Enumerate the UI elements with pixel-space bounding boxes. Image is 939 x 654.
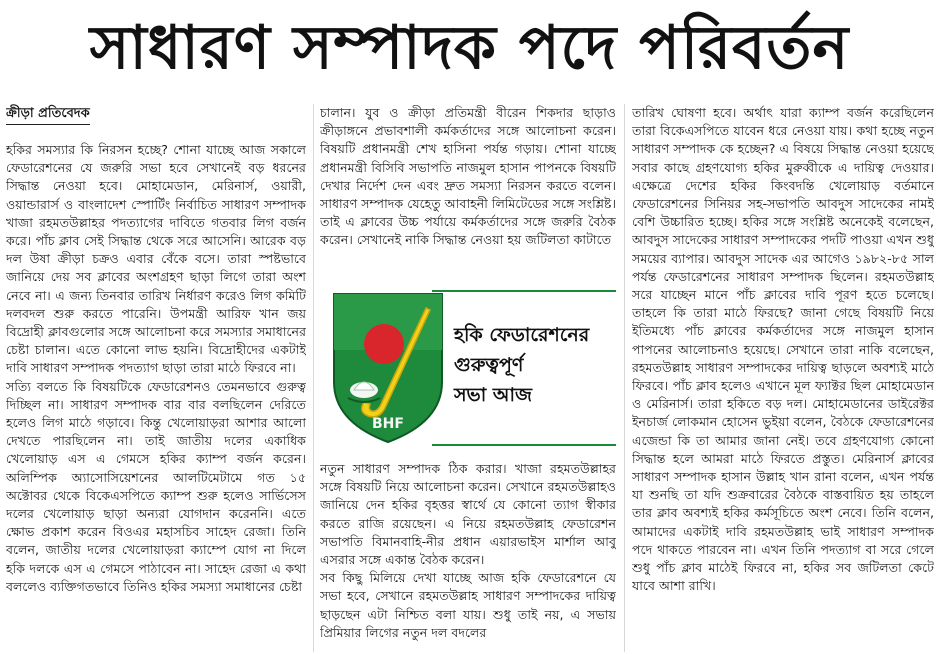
paragraph: নতুন সাধারণ সম্পাদক ঠিক করার। খাজা রহমতউল্লাহর সঙ্গে বিষয়টি নিয়ে আলোচনা করেন। সেখানে রহমতউল্লাহও জানিয়ে দেন হকির বৃহত্তর স্বার্থে যে কোনো ত্যাগ স্বীকার করতে রাজি রয়েছেন। এ নিয়ে রহমতউল্লাহ ফেডারেশন সভাপতি বিমানবাহি-নীর প্রধান এয়ারভাইস মার্শাল আবু এসরার সঙ্গে একান্ত বৈঠক করেন। [320, 461, 616, 568]
paragraph: সব কিছু মিলিয়ে দেখা যাচ্ছে আজ হকি ফেডারেশনে যে সভা হবে, সেখানে রহমতউল্লাহ সাধারণ সম্পাদকের দায়িত্ব ছাড়ছেন এটা নিশ্চিত বলা যায়। শুধু তাই নয়, এ সভায় প্রিমিয়ার লিগের নতুন দল বদলের [320, 570, 616, 640]
article-column-3 [632, 104, 934, 652]
insert-bottom-rule [432, 444, 616, 446]
insert-box [320, 290, 616, 446]
logo-text: BHF [372, 416, 404, 432]
bhf-logo-icon [330, 290, 446, 444]
callout-line: সভা আজ [454, 384, 532, 406]
callout [454, 320, 616, 410]
callout-line: হকি ফেডারেশনের [454, 324, 590, 346]
callout-line: গুরুত্বপূর্ণ [454, 354, 524, 376]
column-divider [624, 104, 625, 652]
paragraph: হকির সমস্যার কি নিরসন হচ্ছে? শোনা যাচ্ছে আজ সকালে ফেডারেশনের যে জরুরি সভা হবে সেখানেই বড় ধরনের সিদ্ধান্ত নেওয়া হবে। মোহামেডান, মেরিনার্স, ওয়ারী, ওয়ান্ডারার্স ও বাংলাদেশ স্পোর্টিং নির্বাচিত সাধারণ সম্পাদক খাজা রহমতউল্লাহর পদত্যাগের দাবিতে গতবার লিগ বর্জন করে। পাঁচ ক্লাব সেই সিদ্ধান্ত থেকে সরে আসেনি। আরেক বড় দল উষা ক্রীড়া চক্রও এবার বেঁকে বসে। তারা স্পষ্টভাবে জানিয়ে দেয় সব ক্লাবের অংশগ্রহণ ছাড়া লিগে তারা অংশ নেবে না। এ জন্য তিনবার তারিখ নির্ধারণ করেও লিগ কমিটি দলবদল শুরু করতে পারেনি। উপমন্ত্রী আরিফ খান জয় বিদ্রোহী ক্লাবগুলোর সঙ্গে আলোচনা করে সমস্যার সমাধানের চেষ্টা চালান। এতে কোনো লাভ হয়নি। বিদ্রোহীদের একটাই দাবি সাধারণ সম্পাদক পদত্যাগ ছাড়া তারা মাঠে ফিরবে না। [6, 142, 306, 376]
insert-top-rule [432, 290, 616, 292]
article-column-1 [6, 104, 306, 652]
article-column-2-top [320, 104, 616, 282]
paragraph: তারিখ ঘোষণা হবে। অর্থাৎ যারা ক্যাম্প বর্জন করেছিলেন তারা বিকেএসপিতে যাবেন ধরে নেওয়া যায়। কথা হচ্ছে নতুন সাধারণ সম্পাদক কে হচ্ছেন? এ বিষয়ে সিদ্ধান্ত নেওয়া হয়েছে সবার কাছে গ্রহণযোগ্য হকির মুরুব্বীকে এ দায়িত্ব দেওয়ার। এক্ষেত্রে দেশের হকির কিংবদন্তি খেলোয়াড় বর্তমানে ফেডারেশনের সিনিয়র সহ-সভাপতি আবদুস সাদেকের নামই বেশি উচ্চারিত হচ্ছে। হকির সঙ্গে সংশ্লিষ্ট অনেকেই বলেছেন, আবদুস সাদেকের সাধারণ সম্পাদকের পদটি পাওয়া এখন শুধু সময়ের ব্যাপার। আবদুস সাদেক এর আগেও ১৯৮২-৮৫ সাল পর্যন্ত ফেডারেশনের সাধারণ সম্পাদক ছিলেন। রহমতউল্লাহ সরে যাচ্ছেন মানে পাঁচ ক্লাবের দাবি পূরণ হতে চলেছে। তাহলে কি তারা মাঠে ফিরছে? জানা গেছে বিষয়টি নিয়ে ইতিমধ্যে পাঁচ ক্লাবের কর্মকর্তাদের সঙ্গে নাজমুল হাসান পাপনের আলোচনাও হয়েছে। সেখানে তারা নাকি বলেছেন, রহমতউল্লাহ সাধারণ সম্পাদকের দায়িত্ব ছাড়লে অবশ্যই মাঠে ফিরবে। পাঁচ ক্লাব হলেও এখানে মূল ফ্যাক্টর ছিল মোহামেডান ও মেরিনার্স। তারা হকিতে বড় দল। মোহামেডানের ডাইরেক্টর ইনচার্জ লোকমান হোসেন ভুইয়া বলেন, বৈঠকে ফেডারেশনের এজেন্ডা কি তা আমার জানা নেই। তবে গ্রহণযোগ্য কোনো সিদ্ধান্ত হলে আমরা মাঠে ফিরতে প্রস্তুত। মেরিনার্স ক্লাবের সাধারণ সম্পাদক হাসান উল্লাহ খান রানা বলেন, এখন পর্যন্ত যা শুনছি তা যদি শুক্রবারের বৈঠকে বাস্তবায়িত হয় তাহলে তার ক্লাব অবশ্যই হকির কর্মসূচিতে অংশ নেবে। তিনি বলেন, আমাদের একটাই দাবি রহমতউল্লাহ ভাই সাধারণ সম্পাদক পদে থাকতে পারবেন না। এখন তিনি পদত্যাগ বা সরে গেলে শুধু পাঁচ ক্লাব মাঠেই ফিরবে না, হকির সব জটিলতা কেটে যাবে আশা রাখি। [632, 105, 934, 594]
paragraph: চালান। যুব ও ক্রীড়া প্রতিমন্ত্রী বীরেন শিকদার ছাড়াও ক্রীড়াঙ্গনে প্রভাবশালী কর্মকর্তাদের সঙ্গে আলোচনা করেন। বিষয়টি প্রধানমন্ত্রী শেখ হাসিনা পর্যন্ত গড়ায়। শোনা যাচ্ছে প্রধানমন্ত্রী বিসিবি সভাপতি নাজমুল হাসান পাপনকে বিষয়টি দেখার নির্দেশ দেন এবং দ্রুত সমস্যা নিরসন করতে বলেন। সাধারণ সম্পাদক যেহেতু আবাহনী লিমিটেডের সঙ্গে সংশ্লিষ্ট। তাই এ ক্লাবের উচ্চ পর্যায়ে কর্মকর্তাদের সঙ্গে জরুরি বৈঠক করেন। সেখানেই নাকি সিদ্ধান্ত নেওয়া হয় জটিলতা কাটাতে [320, 105, 616, 248]
paragraph: সত্যি বলতে কি বিষয়টিকে ফেডারেশনও তেমনভাবে গুরুত্ব দিচ্ছিল না। সাধারণ সম্পাদক বার বার বলছিলেন দেরিতে হলেও লিগ মাঠে গড়াবে। কিন্তু খেলোয়াড়রা আশার আলো দেখতে পারছিলেন না। তাই জাতীয় দলের একাধিক খেলোয়াড় এস এ গেমসে হকির ক্যাম্প বর্জন করেন। অলিম্পিক অ্যাসোসিয়েশনের আলটিমেটামে গত ১৫ অক্টোবর থেকে বিকেএসপিতে ক্যাম্প শুরু হলেও সার্ভিসেস দলের খেলোয়াড় ছাড়া অন্যরা যোগদান করেননি। এতে ক্ষোভ প্রকাশ করেন বিওএর মহাসচিব সাহেদ রেজা। তিনি বলেন, জাতীয় দলের খেলোয়াড়রা ক্যাম্পে যোগ না দিলে হকি দলকে এস এ গেমসে পাঠাবেন না। সাহেদ রেজা এ কথা বললেও ব্যক্তিগতভাবে তিনিও হকির সমস্যা সমাধানের চেষ্টা [6, 378, 306, 594]
column-divider [313, 104, 314, 652]
headline: সাধারণ সম্পাদক পদে পরিবর্তন [89, 13, 850, 83]
byline: ক্রীড়া প্রতিবেদক [6, 105, 90, 125]
article-column-2-bottom [320, 460, 616, 652]
